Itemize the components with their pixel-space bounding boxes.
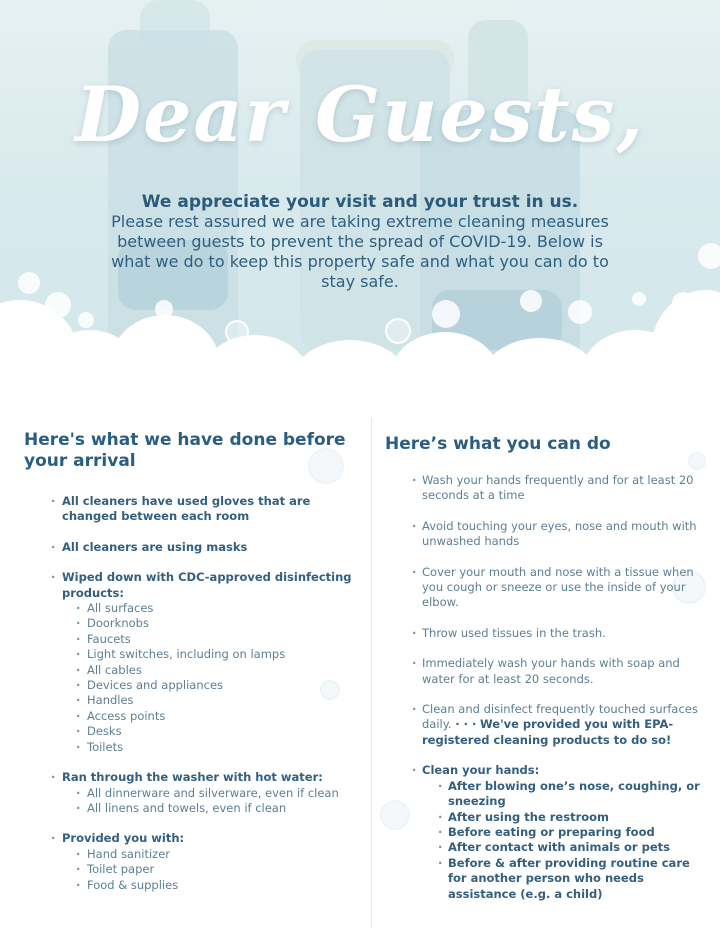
- left-heading: Here's what we have done before your arrival: [24, 430, 346, 471]
- bubble: [568, 300, 592, 324]
- sub-item: · Faucets: [76, 632, 359, 647]
- column-divider: [371, 418, 372, 928]
- hands-sub-list: [438, 779, 702, 902]
- sub-list: [76, 786, 359, 817]
- tips-list: [412, 473, 702, 902]
- hands-label: Clean your hands:: [422, 763, 540, 778]
- disinfect-text: Clean and disinfect frequently touched surfaces daily.: [422, 702, 698, 732]
- sub-item: · After blowing one’s nose, coughing, or sneezing: [438, 779, 702, 810]
- sub-item: · Before & after providing routine care for another person who needs assistance (e.g. a child): [438, 856, 702, 902]
- bubble: [155, 300, 173, 318]
- intro-lead: We appreciate your visit and your trust in us.: [141, 192, 579, 212]
- sub-list: [76, 601, 359, 755]
- sub-item: · Access points: [76, 709, 359, 724]
- sub-item: · Handles: [76, 693, 359, 708]
- list-item: [51, 831, 359, 893]
- list-item: · Wash your hands frequently and for at least 20 seconds at a time: [412, 473, 702, 504]
- bubble: [632, 292, 646, 306]
- list-item: [412, 763, 702, 902]
- what-you-can-do-section: [385, 434, 705, 917]
- sub-item: · Devices and appliances: [76, 678, 359, 693]
- bubble: [672, 292, 694, 314]
- sub-item: · After using the restroom: [438, 810, 702, 825]
- bubble: [18, 272, 40, 294]
- bubble: [520, 290, 542, 312]
- list-item: [51, 540, 359, 555]
- disinfect-dots: · · ·: [455, 717, 477, 732]
- bubble: [78, 312, 94, 328]
- sub-item: · All cables: [76, 663, 359, 678]
- sub-list: [76, 847, 359, 893]
- sub-item: · Before eating or preparing food: [438, 825, 702, 840]
- page-title: Dear Guests,: [75, 70, 645, 159]
- list-item: [51, 570, 359, 755]
- disinfect-bold: We've provided you with EPA-registered cleaning products to do so!: [422, 717, 674, 747]
- sub-item: · Food & supplies: [76, 878, 359, 893]
- intro-body: Please rest assured we are taking extreme cleaning measures between guests to prevent the spread of COVID-19. Below is what we do to keep this property safe and what you can do to stay safe.: [111, 212, 609, 291]
- list-item: · Throw used tissues in the trash.: [412, 626, 702, 641]
- list-item: [412, 702, 702, 748]
- list-item: [51, 770, 359, 816]
- list-item-label: Ran through the washer with hot water:: [62, 770, 323, 785]
- sub-item: · Toilet paper: [76, 862, 359, 877]
- bubble: [45, 292, 71, 318]
- list-item: [51, 494, 359, 525]
- hero-banner: [0, 0, 720, 400]
- list-item: · Avoid touching your eyes, nose and mouth with unwashed hands: [412, 519, 702, 550]
- sub-item: · Hand sanitizer: [76, 847, 359, 862]
- sub-item: · Light switches, including on lamps: [76, 647, 359, 662]
- list-item-label: All cleaners are using masks: [62, 539, 248, 554]
- right-heading: Here’s what you can do: [385, 434, 611, 454]
- sub-item: · All linens and towels, even if clean: [76, 801, 359, 816]
- done-list: [51, 494, 359, 893]
- list-item: · Cover your mouth and nose with a tissue when you cough or sneeze or use the inside of your elbow.: [412, 565, 702, 611]
- foam-base: [0, 365, 720, 400]
- intro-text: [110, 192, 610, 292]
- list-item-label: All cleaners have used gloves that are changed between each room: [62, 494, 311, 524]
- sub-item: · All surfaces: [76, 601, 359, 616]
- sub-item: · Doorknobs: [76, 616, 359, 631]
- list-item-label: Wiped down with CDC-approved disinfecting products:: [62, 570, 352, 600]
- bubble: [698, 243, 720, 269]
- bubble: [432, 300, 460, 328]
- list-item: · Immediately wash your hands with soap and water for at least 20 seconds.: [412, 656, 702, 687]
- sub-item: · All dinnerware and silverware, even if clean: [76, 786, 359, 801]
- list-item-label: Provided you with:: [62, 831, 185, 846]
- bubble: [225, 320, 249, 344]
- bubble: [385, 318, 411, 344]
- sub-item: · Desks: [76, 724, 359, 739]
- done-before-arrival-section: [24, 430, 359, 908]
- sub-item: · After contact with animals or pets: [438, 840, 702, 855]
- sub-item: · Toilets: [76, 740, 359, 755]
